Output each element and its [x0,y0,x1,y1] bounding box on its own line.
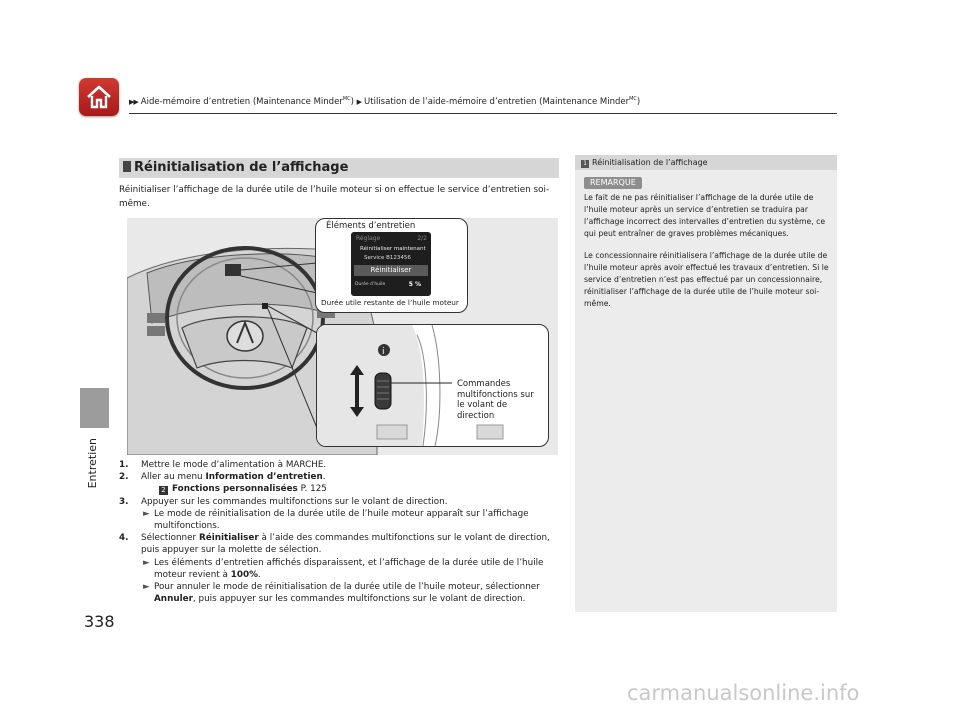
breadcrumb: ▶▶ Aide-mémoire d’entretien (Maintenance Minder$^{MC}$) ▶ Utilisation de l’aide-mémoire d’entretien (Maintenance Minder$^{MC}$) [129,96,641,107]
screen-reset-now: Réinitialiser maintenant [360,246,426,252]
home-button[interactable] [79,78,119,116]
step-4: 4. Sélectionner Réinitialiser à l’aide des commandes multifonctions sur le volant de direction, puis appuyer sur la molette de sélection. [119,533,550,556]
maintenance-items-label: Éléments d’entretien [326,221,416,231]
note-ref-icon: 1 [581,160,589,168]
arrow-icon: ► [143,508,150,519]
step-3-result: ► Le mode de réinitialisation de la durée utile de l’huile moteur apparaît sur l’affichage multifonctions. [143,508,529,532]
screen-oil-value: 5 % [408,281,421,288]
sidenote-paragraph-1: Le fait de ne pas réinitialiser l’affichage de la durée utile de l’huile moteur après un service d’entretien se traduira par l’affichage incorrect des intervalles d’entretien du système, ce qui peut entraîner de graves problèmes mécaniques. [584,193,826,238]
header-divider [129,113,837,114]
step-1: 1. Mettre le mode d’alimentation à MARCHE. [119,460,327,470]
screen-oil-label: Durée d’huile [355,282,386,287]
step-4-result: ► Les éléments d’entretien affichés disparaissent, et l’affichage de la durée utile de l’huile moteur revient à 100%. [143,557,544,580]
page-reference-icon: 2 [159,486,168,495]
watermark: carmanualsonline.info [627,681,860,705]
page-number: 338 [84,612,115,631]
screen-service-code: Service B123456 [364,255,411,261]
display-callout [315,218,468,313]
steering-controls-callout [316,324,549,447]
section-square-icon [123,161,131,172]
sidenote-panel [575,155,837,612]
chapter-tab [80,388,109,428]
sidenote-title: 1 Réinitialisation de l’affichage [575,155,837,170]
sidenote-paragraph-2: Le concessionnaire réinitialisera l’affichage de la durée utile de l’huile moteur après avoir effectué les travaux d’entretien. Si le service d’entretien n’est pas effectué par un concessionnaire, réinitialiser l’affichage de la durée utile de l’huile moteur soi-même. [584,251,829,308]
screen-page: 2/2 [417,235,427,242]
multi-function-controls-label: Commandes multifonctions sur le volant de direction [457,379,534,421]
arrow-icon: ► [143,557,150,568]
arrow-icon: ► [143,582,150,593]
selector-wheel-icon [375,373,391,409]
svg-text:i: i [382,347,385,357]
chapter-label: Entretien [86,438,99,489]
section-intro: Réinitialiser l’affichage de la durée utile de l’huile moteur si on effectue le service d’entretien soi-même. [119,185,550,209]
remaining-oil-life-label: Durée utile restante de l’huile moteur [321,298,459,307]
multi-info-display [351,232,431,296]
section-title: Réinitialisation de l’affichage [119,158,559,178]
step-3: 3. Appuyer sur les commandes multifonctions sur le volant de direction. [119,496,448,507]
home-icon [85,83,113,111]
note-badge: REMARQUE [584,177,642,189]
breadcrumb-link-usage[interactable]: Utilisation de l’aide-mémoire d’entretien (Maintenance Minder$^{MC}$) [364,96,641,107]
step-2: 2. Aller au menu Information d’entretien. [119,472,326,483]
reset-button[interactable]: Réinitialiser [354,265,428,276]
custom-features-link[interactable]: 2 Fonctions personnalisées P. 125 [119,483,564,495]
step-4-cancel: ► Pour annuler le mode de réinitialisation de la durée utile de l’huile moteur, sélectionner Annuler, puis appuyer sur les commandes multifonctions sur le volant de direction. [143,582,540,605]
steps-list [119,459,564,605]
breadcrumb-link-maintenance-minder[interactable]: Aide-mémoire d’entretien (Maintenance Minder$^{MC}$) [140,96,354,107]
screen-title: Réglage [356,235,381,242]
